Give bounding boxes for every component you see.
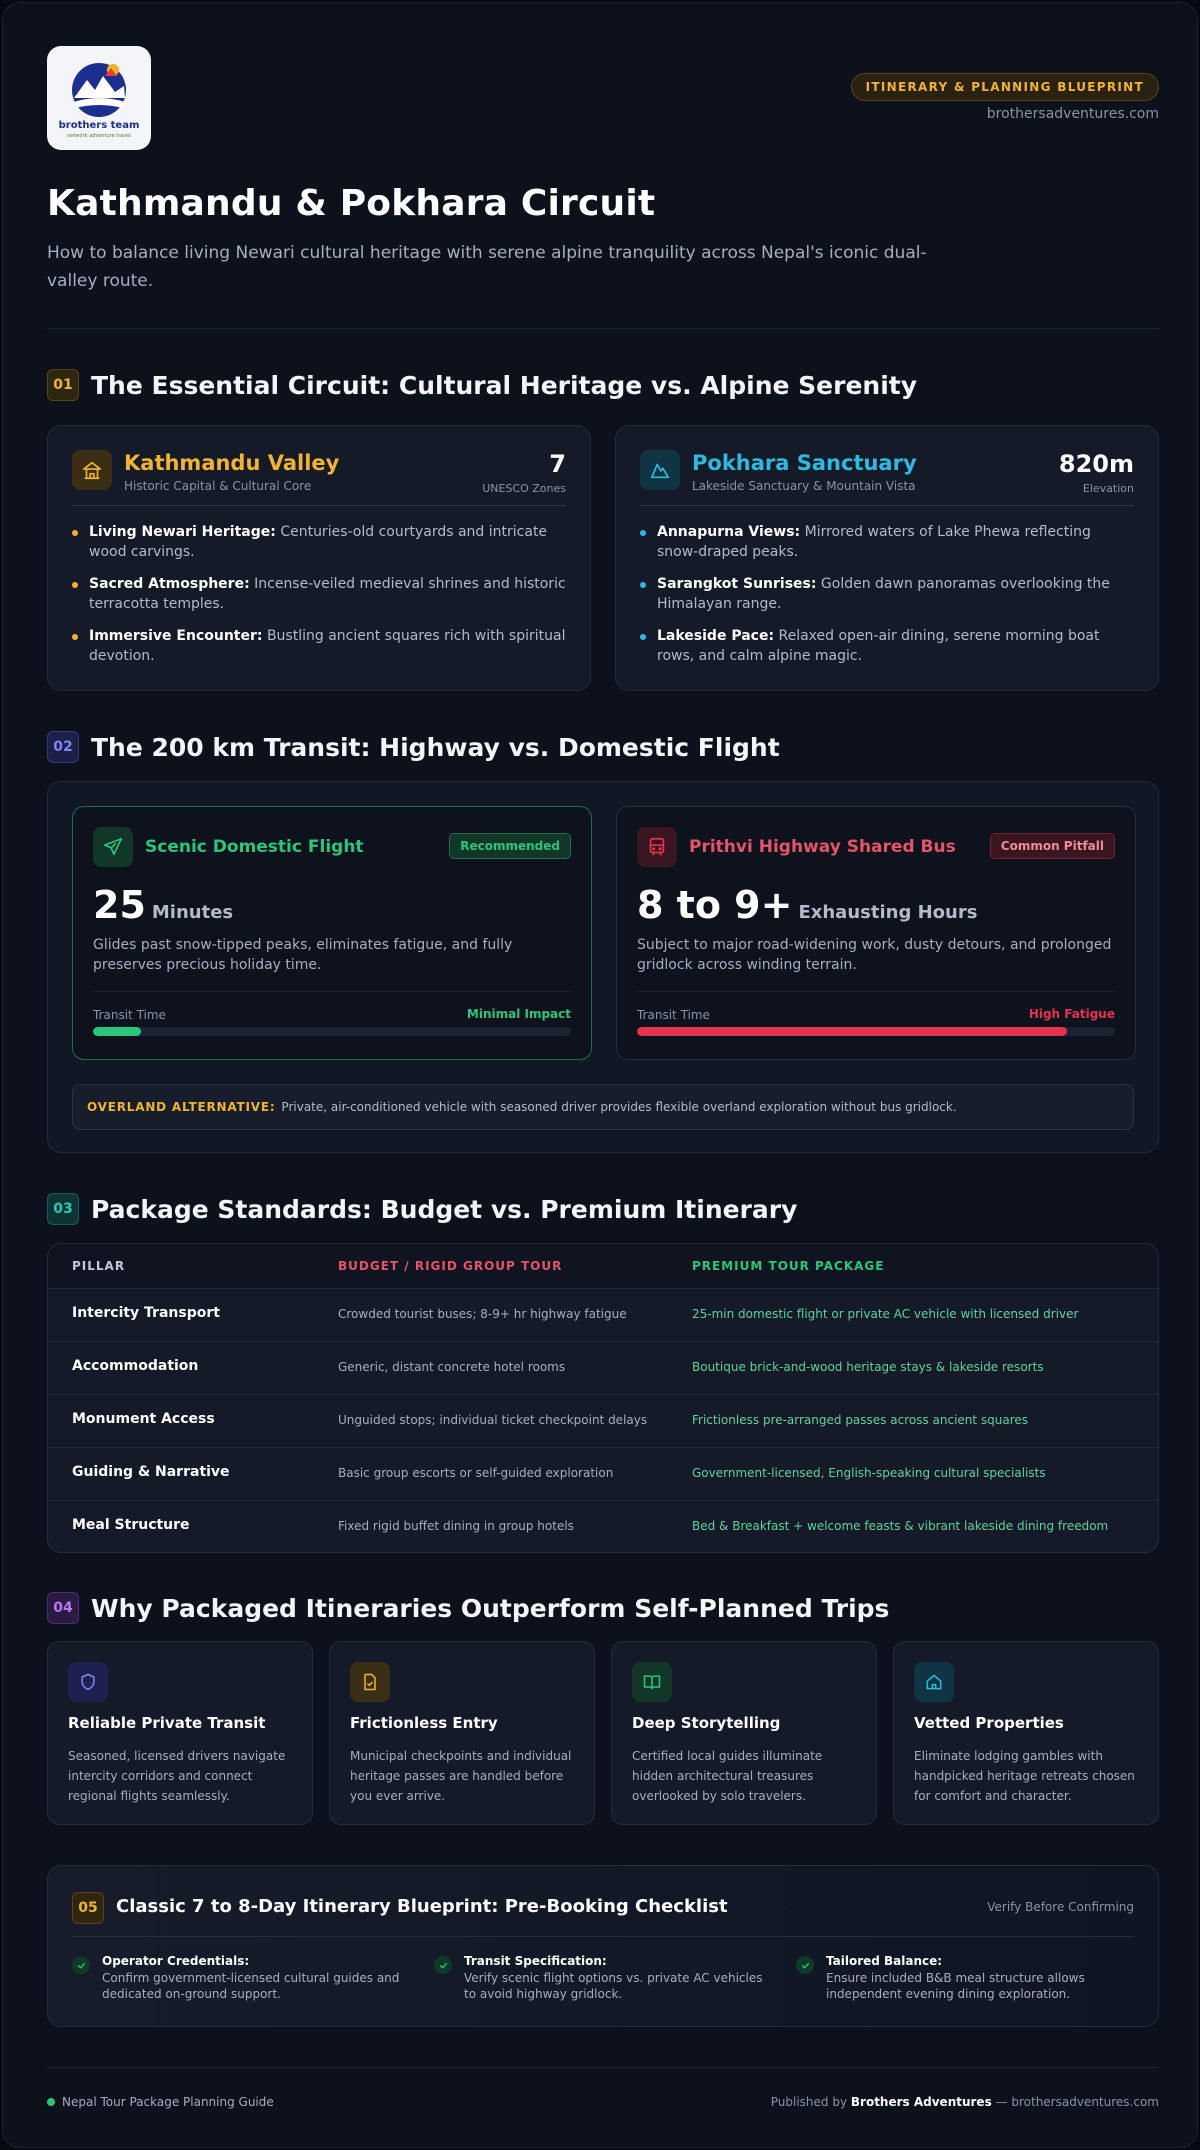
highlight-label: Sacred Atmosphere: xyxy=(89,576,250,592)
option-description: Subject to major road-widening work, dusty detours, and prolonged gridlock across winding terrain. xyxy=(637,937,1112,973)
impact-label: High Fatigue xyxy=(1028,1007,1115,1021)
highlight-text: Bustling ancient squares rich with spiritual devotion. xyxy=(89,628,566,664)
bus-icon xyxy=(637,827,677,867)
section-heading: Classic 7 to 8-Day Itinerary Blueprint: Pre-Booking Checklist xyxy=(116,1896,728,1917)
highlight-label: Immersive Encounter: xyxy=(89,628,263,644)
divider xyxy=(47,2067,1159,2068)
checklist-description: Verify scenic flight options vs. private AC vehicles to avoid highway gridlock. xyxy=(464,1971,763,2001)
section-1-title xyxy=(47,369,917,401)
feature-description: Seasoned, licensed drivers navigate intercity corridors and connect regional flights seamlessly. xyxy=(68,1749,286,1803)
verify-note: Verify Before Confirming xyxy=(987,1900,1134,1914)
feature-card xyxy=(47,1641,313,1825)
budget-cell: Fixed rigid buffet dining in group hotels xyxy=(338,1519,574,1533)
highlight-text: Mirrored waters of Lake Phewa reflecting snow-draped peaks. xyxy=(657,524,1091,560)
page xyxy=(2,2,1198,2148)
table-row xyxy=(48,1447,1159,1500)
checklist-description: Ensure included B&B meal structure allows independent evening dining exploration. xyxy=(826,1971,1085,2001)
pillar-cell: Meal Structure xyxy=(72,1517,190,1533)
duration-value: 25 xyxy=(93,883,146,927)
list-item xyxy=(640,626,1134,666)
destination-tagline: Lakeside Sanctuary & Mountain Vista xyxy=(692,479,916,493)
highlight-text: Golden dawn panoramas overlooking the Himalayan range. xyxy=(657,576,1110,612)
feature-card xyxy=(611,1641,877,1825)
destination-name: Kathmandu Valley xyxy=(124,451,340,475)
table-row xyxy=(48,1500,1159,1553)
duration-value: 8 to 9+ xyxy=(637,883,793,927)
check-icon xyxy=(72,1956,90,1974)
highlight-label: Sarangkot Sunrises: xyxy=(657,576,817,592)
destination-stat-label: Elevation xyxy=(1082,482,1134,495)
pitfall-badge: Common Pitfall xyxy=(990,833,1115,859)
list-item xyxy=(72,574,566,614)
section-2-title xyxy=(47,731,780,763)
list-item xyxy=(640,574,1134,614)
budget-cell: Generic, distant concrete hotel rooms xyxy=(338,1360,566,1374)
transit-time-label: Transit Time xyxy=(637,1008,710,1022)
publisher-site[interactable]: — brothersadventures.com xyxy=(995,2095,1159,2109)
transit-time-bar xyxy=(93,1027,571,1036)
overland-alternative-note xyxy=(72,1084,1134,1130)
page-subtitle: How to balance living Newari cultural heritage with serene alpine tranquility across Nepal's iconic dual-valley route. xyxy=(47,243,927,291)
duration-unit: Exhausting Hours xyxy=(798,902,978,923)
table-header xyxy=(48,1244,1159,1288)
pillar-cell: Accommodation xyxy=(72,1358,199,1374)
premium-cell: Boutique brick-and-wood heritage stays & lakeside resorts xyxy=(692,1360,1044,1374)
book-icon xyxy=(632,1662,672,1702)
footer-left xyxy=(47,2095,274,2109)
card-header xyxy=(72,450,566,506)
check-icon xyxy=(796,1956,814,1974)
footer-guide-name: Nepal Tour Package Planning Guide xyxy=(62,2095,274,2109)
status-dot xyxy=(47,2098,55,2106)
destination-card-kathmandu xyxy=(47,425,591,691)
footer-right xyxy=(771,2095,1159,2109)
feature-title: Deep Storytelling xyxy=(632,1714,781,1732)
check-icon xyxy=(434,1956,452,1974)
overland-label: OVERLAND ALTERNATIVE: xyxy=(87,1100,276,1114)
bullet-dot xyxy=(640,634,646,640)
bullet-dot xyxy=(72,530,78,536)
premium-cell: Frictionless pre-arranged passes across ancient squares xyxy=(692,1413,1029,1427)
temple-icon xyxy=(72,450,112,490)
publisher-prefix: Published by xyxy=(770,2095,848,2109)
section-heading: Package Standards: Budget vs. Premium Itinerary xyxy=(91,1194,798,1224)
transit-duration xyxy=(93,883,233,927)
logo-subtext: network adventure travel xyxy=(67,133,131,139)
highlights-list xyxy=(72,522,566,678)
divider xyxy=(93,991,571,992)
budget-cell: Unguided stops; individual ticket checkpoint delays xyxy=(338,1413,648,1427)
option-description: Glides past snow-tipped peaks, eliminates fatigue, and fully preserves precious holiday time. xyxy=(93,937,513,973)
section-3-title xyxy=(47,1193,797,1225)
transit-comparison xyxy=(47,781,1159,1153)
column-header: BUDGET / RIGID GROUP TOUR xyxy=(338,1259,563,1273)
section-heading: The 200 km Transit: Highway vs. Domestic Flight xyxy=(91,732,780,762)
section-4-title xyxy=(47,1592,889,1624)
section-heading: Why Packaged Itineraries Outperform Self-Planned Trips xyxy=(91,1593,890,1623)
transit-time-fill xyxy=(93,1027,141,1036)
bullet-dot xyxy=(640,582,646,588)
highlight-text: Centuries-old courtyards and intricate wood carvings. xyxy=(89,524,548,560)
pillar-cell: Intercity Transport xyxy=(72,1305,220,1321)
feature-card xyxy=(329,1641,595,1825)
feature-title: Vetted Properties xyxy=(914,1714,1064,1732)
table-row xyxy=(48,1394,1159,1447)
site-url[interactable]: brothersadventures.com xyxy=(986,106,1159,122)
bullet-dot xyxy=(72,582,78,588)
destination-stat: 7 xyxy=(549,450,566,478)
mountain-icon xyxy=(640,450,680,490)
shield-icon xyxy=(68,1662,108,1702)
transit-time-fill xyxy=(637,1027,1067,1036)
brand-logo xyxy=(47,46,151,150)
list-item xyxy=(72,522,566,562)
column-header: PREMIUM TOUR PACKAGE xyxy=(692,1259,885,1273)
section-number: 04 xyxy=(47,1592,79,1624)
section-number: 01 xyxy=(47,369,79,401)
publisher-name: Brothers Adventures xyxy=(850,2095,992,2109)
flight-option-card xyxy=(72,806,592,1060)
highlight-text: Incense-veiled medieval shrines and historic terracotta temples. xyxy=(89,576,566,612)
impact-label: Minimal Impact xyxy=(466,1007,571,1021)
feature-description: Eliminate lodging gambles with handpicked heritage retreats chosen for comfort and character. xyxy=(914,1749,1135,1803)
transit-time-label: Transit Time xyxy=(93,1008,166,1022)
divider xyxy=(47,328,1159,329)
destination-stat-label: UNESCO Zones xyxy=(482,482,566,495)
highlight-text: Relaxed open-air dining, serene morning boat rows, and calm alpine magic. xyxy=(657,628,1100,664)
premium-cell: Bed & Breakfast + welcome feasts & vibrant lakeside dining freedom xyxy=(692,1519,1109,1533)
section-number: 03 xyxy=(47,1193,79,1225)
card-header xyxy=(640,450,1134,506)
destination-stat: 820m xyxy=(1058,450,1134,478)
transit-time-bar xyxy=(637,1027,1115,1036)
pillar-cell: Monument Access xyxy=(72,1411,215,1427)
highlight-label: Lakeside Pace: xyxy=(657,628,775,644)
destination-name: Pokhara Sanctuary xyxy=(692,451,917,475)
budget-cell: Basic group escorts or self-guided exploration xyxy=(338,1466,614,1480)
bullet-dot xyxy=(640,530,646,536)
overland-text: Private, air-conditioned vehicle with seasoned driver provides flexible overland exploration without bus gridlock. xyxy=(281,1100,957,1114)
feature-card xyxy=(893,1641,1159,1825)
section-heading: The Essential Circuit: Cultural Heritage vs. Alpine Serenity xyxy=(91,370,918,400)
page-title: Kathmandu & Pokhara Circuit xyxy=(47,183,656,224)
feature-title: Frictionless Entry xyxy=(350,1714,498,1732)
checklist-description: Confirm government-licensed cultural guides and dedicated on-ground support. xyxy=(102,1971,400,2001)
checklist-title: Operator Credentials: xyxy=(102,1954,250,1968)
pillar-cell: Guiding & Narrative xyxy=(72,1464,230,1480)
destination-tagline: Historic Capital & Cultural Core xyxy=(124,479,312,493)
plane-icon xyxy=(93,827,133,867)
highlight-label: Annapurna Views: xyxy=(657,524,801,540)
home-icon xyxy=(914,1662,954,1702)
comparison-table xyxy=(47,1243,1159,1553)
section-number: 02 xyxy=(47,731,79,763)
feature-description: Municipal checkpoints and individual heritage passes are handled before you ever arrive. xyxy=(350,1749,572,1803)
checklist-title: Transit Specification: xyxy=(464,1954,607,1968)
section-number: 05 xyxy=(72,1892,104,1924)
duration-unit: Minutes xyxy=(151,902,234,923)
blueprint-pill: ITINERARY & PLANNING BLUEPRINT xyxy=(851,73,1159,101)
destination-card-pokhara xyxy=(615,425,1159,691)
recommended-badge: Recommended xyxy=(449,833,571,859)
bus-option-card xyxy=(616,806,1136,1060)
logo-text: brothers team xyxy=(58,120,140,131)
list-item xyxy=(640,522,1134,562)
budget-cell: Crowded tourist buses; 8-9+ hr highway fatigue xyxy=(338,1307,627,1321)
transit-duration xyxy=(637,883,977,927)
checklist-title: Tailored Balance: xyxy=(826,1954,943,1968)
option-name: Prithvi Highway Shared Bus xyxy=(689,837,956,857)
highlights-list xyxy=(640,522,1134,678)
premium-cell: 25-min domestic flight or private AC vehicle with licensed driver xyxy=(692,1307,1079,1321)
option-name: Scenic Domestic Flight xyxy=(145,837,364,857)
divider xyxy=(637,991,1115,992)
feature-description: Certified local guides illuminate hidden architectural treasures overlooked by solo travelers. xyxy=(632,1749,823,1803)
table-row xyxy=(48,1288,1159,1341)
premium-cell: Government-licensed, English-speaking cultural specialists xyxy=(692,1466,1046,1480)
bullet-dot xyxy=(72,634,78,640)
divider xyxy=(72,1936,1134,1937)
ticket-check-icon xyxy=(350,1662,390,1702)
highlight-label: Living Newari Heritage: xyxy=(89,524,276,540)
list-item xyxy=(72,626,566,666)
column-header: PILLAR xyxy=(72,1259,126,1273)
table-row xyxy=(48,1341,1159,1394)
pre-booking-checklist xyxy=(47,1865,1159,2027)
feature-title: Reliable Private Transit xyxy=(68,1714,266,1732)
